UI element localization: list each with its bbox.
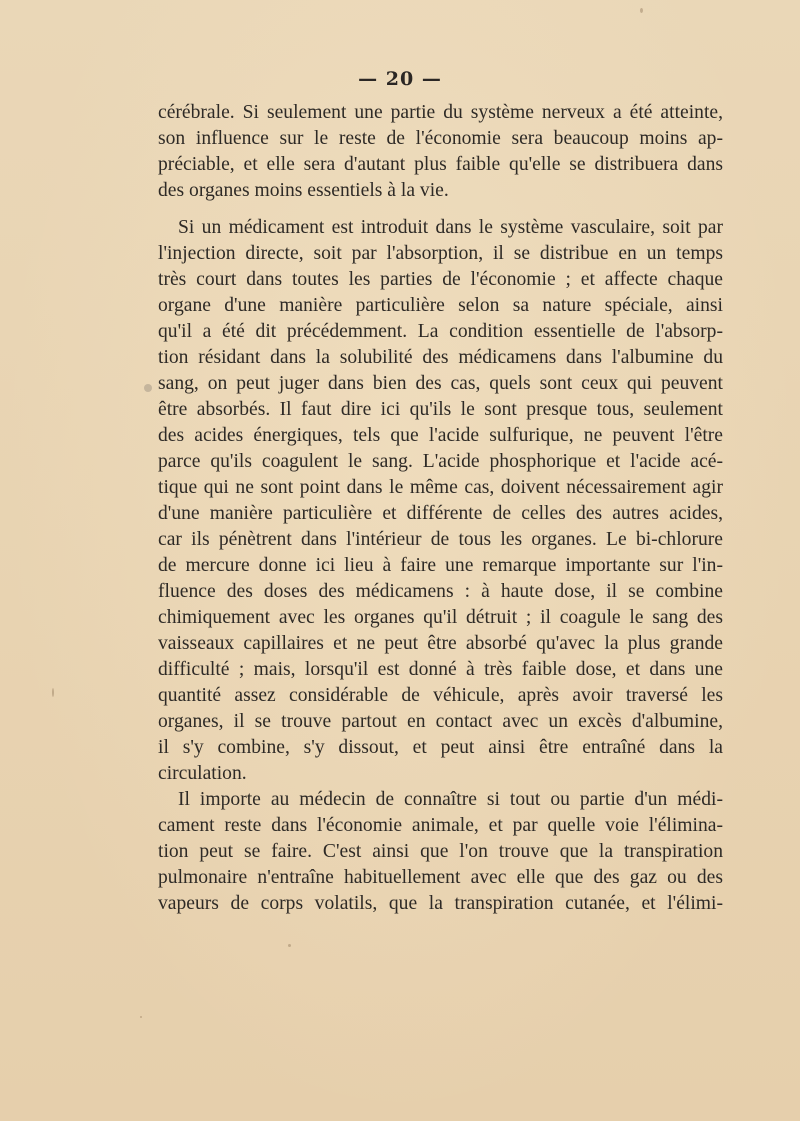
text-line: très court dans toutes les parties de l'économie ; et affecte chaque [158, 269, 723, 290]
text-line: organe d'une manière particulière selon sa nature spéciale, ainsi [158, 295, 723, 316]
paper-speck [288, 944, 291, 947]
text-line: sang, on peut juger dans bien des cas, quels sont ceux qui peuvent [158, 373, 723, 394]
paper-speck [144, 384, 152, 392]
text-line: difficulté ; mais, lorsqu'il est donné à très faible dose, et dans une [158, 659, 723, 680]
text-line: des organes moins essentiels à la vie. [158, 180, 449, 201]
text-line: préciable, et elle sera d'autant plus faible qu'elle se distribuera dans [158, 154, 723, 175]
text-line: chimiquement avec les organes qu'il détruit ; il coagule le sang des [158, 607, 723, 628]
text-line: tion peut se faire. C'est ainsi que l'on trouve que la transpiration [158, 841, 723, 862]
text-line: l'injection directe, soit par l'absorption, il se distribue en un temps [158, 243, 723, 264]
text-line: fluence des doses des médicamens : à haute dose, il se combine [158, 581, 723, 602]
text-line: de mercure donne ici lieu à faire une remarque importante sur l'in- [158, 555, 723, 576]
text-line: tion résidant dans la solubilité des médicamens dans l'albumine du [158, 347, 723, 368]
paper-speck [140, 1016, 142, 1018]
text-line: des acides énergiques, tels que l'acide sulfurique, ne peuvent l'être [158, 425, 723, 446]
text-line: Il importe au médecin de connaître si tout ou partie d'un médi- [178, 789, 723, 810]
paragraph-1 [158, 100, 723, 204]
text-line: Si un médicament est introduit dans le système vasculaire, soit par [178, 217, 723, 238]
text-line: cament reste dans l'économie animale, et par quelle voie l'élimina- [158, 815, 723, 836]
text-line: il s'y combine, s'y dissout, et peut ainsi être entraîné dans la [158, 737, 723, 758]
text-line: parce qu'ils coagulent le sang. L'acide phosphorique et l'acide acé- [158, 451, 723, 472]
text-line: vapeurs de corps volatils, que la transpiration cutanée, et l'élimi- [158, 893, 723, 914]
text-line: tique qui ne sont point dans le même cas, doivent nécessairement agir [158, 477, 723, 498]
paragraph-2 [158, 215, 723, 787]
paper-speck [52, 688, 54, 697]
page-number: — 20 — [358, 68, 442, 90]
paper-speck [640, 8, 643, 13]
text-line: vaisseaux capillaires et ne peut être absorbé qu'avec la plus grande [158, 633, 723, 654]
text-line: cérébrale. Si seulement une partie du système nerveux a été atteinte, [158, 102, 723, 123]
text-line: quantité assez considérable de véhicule, après avoir traversé les [158, 685, 723, 706]
text-line: être absorbés. Il faut dire ici qu'ils le sont presque tous, seulement [158, 399, 723, 420]
text-line: pulmonaire n'entraîne habituellement avec elle que des gaz ou des [158, 867, 723, 888]
text-line: circulation. [158, 763, 247, 784]
text-line: son influence sur le reste de l'économie sera beaucoup moins ap- [158, 128, 723, 149]
paragraph-3 [158, 787, 723, 917]
text-line: qu'il a été dit précédemment. La condition essentielle de l'absorp- [158, 321, 723, 342]
text-line: d'une manière particulière et différente de celles des autres acides, [158, 503, 723, 524]
text-line: organes, il se trouve partout en contact avec un excès d'albumine, [158, 711, 723, 732]
text-line: car ils pénètrent dans l'intérieur de tous les organes. Le bi-chlorure [158, 529, 723, 550]
